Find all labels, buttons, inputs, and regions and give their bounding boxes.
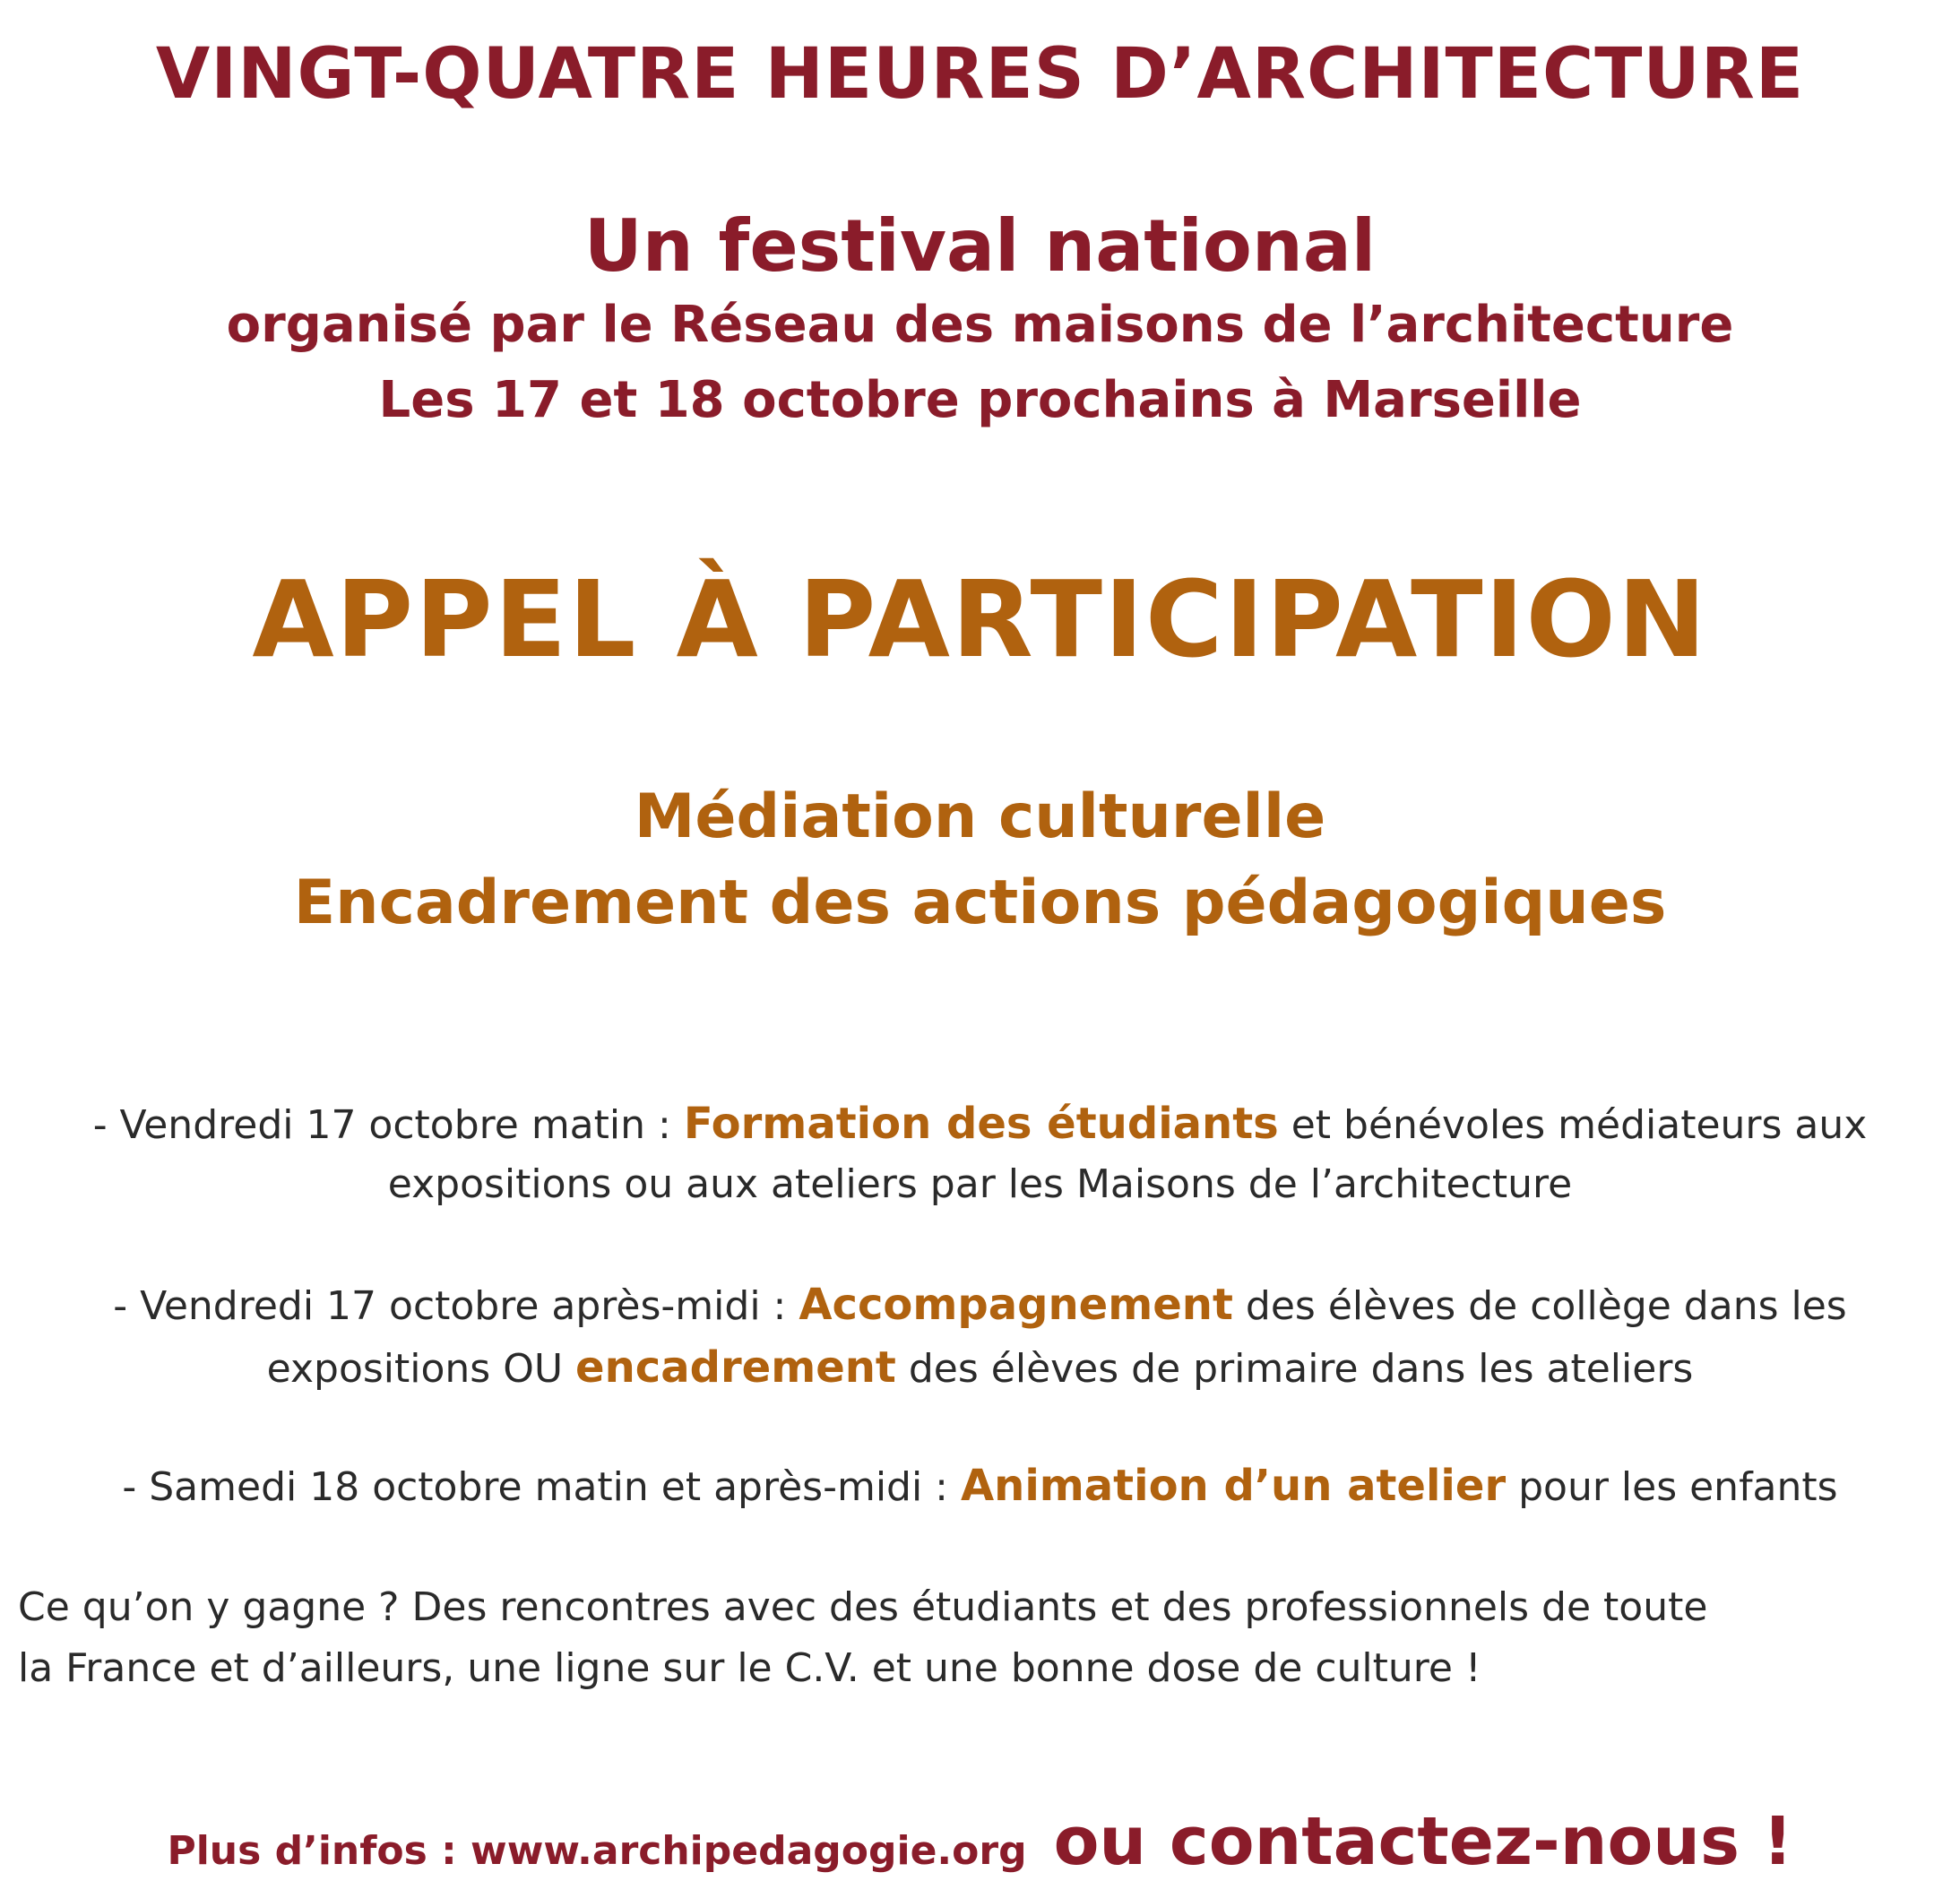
schedule-3-suffix: pour les enfants (1506, 1464, 1838, 1510)
info-link[interactable]: Plus d’infos : www.archipedagogie.org (167, 1828, 1027, 1874)
schedule-3-prefix: - Samedi 18 octobre matin et après-midi : (122, 1464, 961, 1510)
schedule-item-2-cont (0, 1342, 1960, 1393)
schedule-item-1 (0, 1099, 1960, 1149)
schedule-1-suffix: et bénévoles médiateurs aux (1278, 1102, 1868, 1148)
footer (0, 1803, 1960, 1880)
benefits-line-2: la France et d’ailleurs, une ligne sur le C.V. et une bonne dose de culture ! (18, 1645, 1481, 1691)
schedule-item-3 (0, 1461, 1960, 1511)
schedule-2-prefix: - Vendredi 17 octobre après-midi : (113, 1283, 799, 1329)
schedule-2-line2-prefix: expositions OU (266, 1346, 576, 1392)
schedule-2-line2-suffix: des élèves de primaire dans les ateliers (895, 1346, 1694, 1392)
schedule-item-2 (0, 1280, 1960, 1330)
dates-line: Les 17 et 18 octobre prochains à Marseille (378, 371, 1582, 429)
schedule-3-highlight: Animation d’un atelier (961, 1461, 1507, 1511)
schedule-2-line2-highlight: encadrement (575, 1342, 896, 1393)
benefits-line-1: Ce qu’on y gagne ? Des rencontres avec des étudiants et des professionnels de toute (18, 1584, 1708, 1630)
festival-subtitle: Un festival national (583, 204, 1377, 288)
poster-title: VINGT-QUATRE HEURES D’ARCHITECTURE (155, 34, 1805, 115)
schedule-1-highlight: Formation des étudiants (683, 1099, 1279, 1149)
schedule-1-line2: expositions ou aux ateliers par les Maisons de l’architecture (387, 1161, 1573, 1207)
schedule-2-highlight: Accompagnement (799, 1280, 1233, 1330)
call-heading: APPEL À PARTICIPATION (252, 557, 1708, 681)
organizer-line: organisé par le Réseau des maisons de l’architecture (226, 296, 1734, 354)
topic-encadrement: Encadrement des actions pédagogiques (293, 867, 1667, 938)
schedule-2-suffix: des élèves de collège dans les (1232, 1283, 1847, 1329)
contact-text: ou contactez-nous ! (1053, 1803, 1793, 1880)
topic-mediation: Médiation culturelle (634, 781, 1326, 852)
schedule-1-prefix: - Vendredi 17 octobre matin : (92, 1102, 684, 1148)
schedule-item-1-cont (0, 1161, 1960, 1207)
